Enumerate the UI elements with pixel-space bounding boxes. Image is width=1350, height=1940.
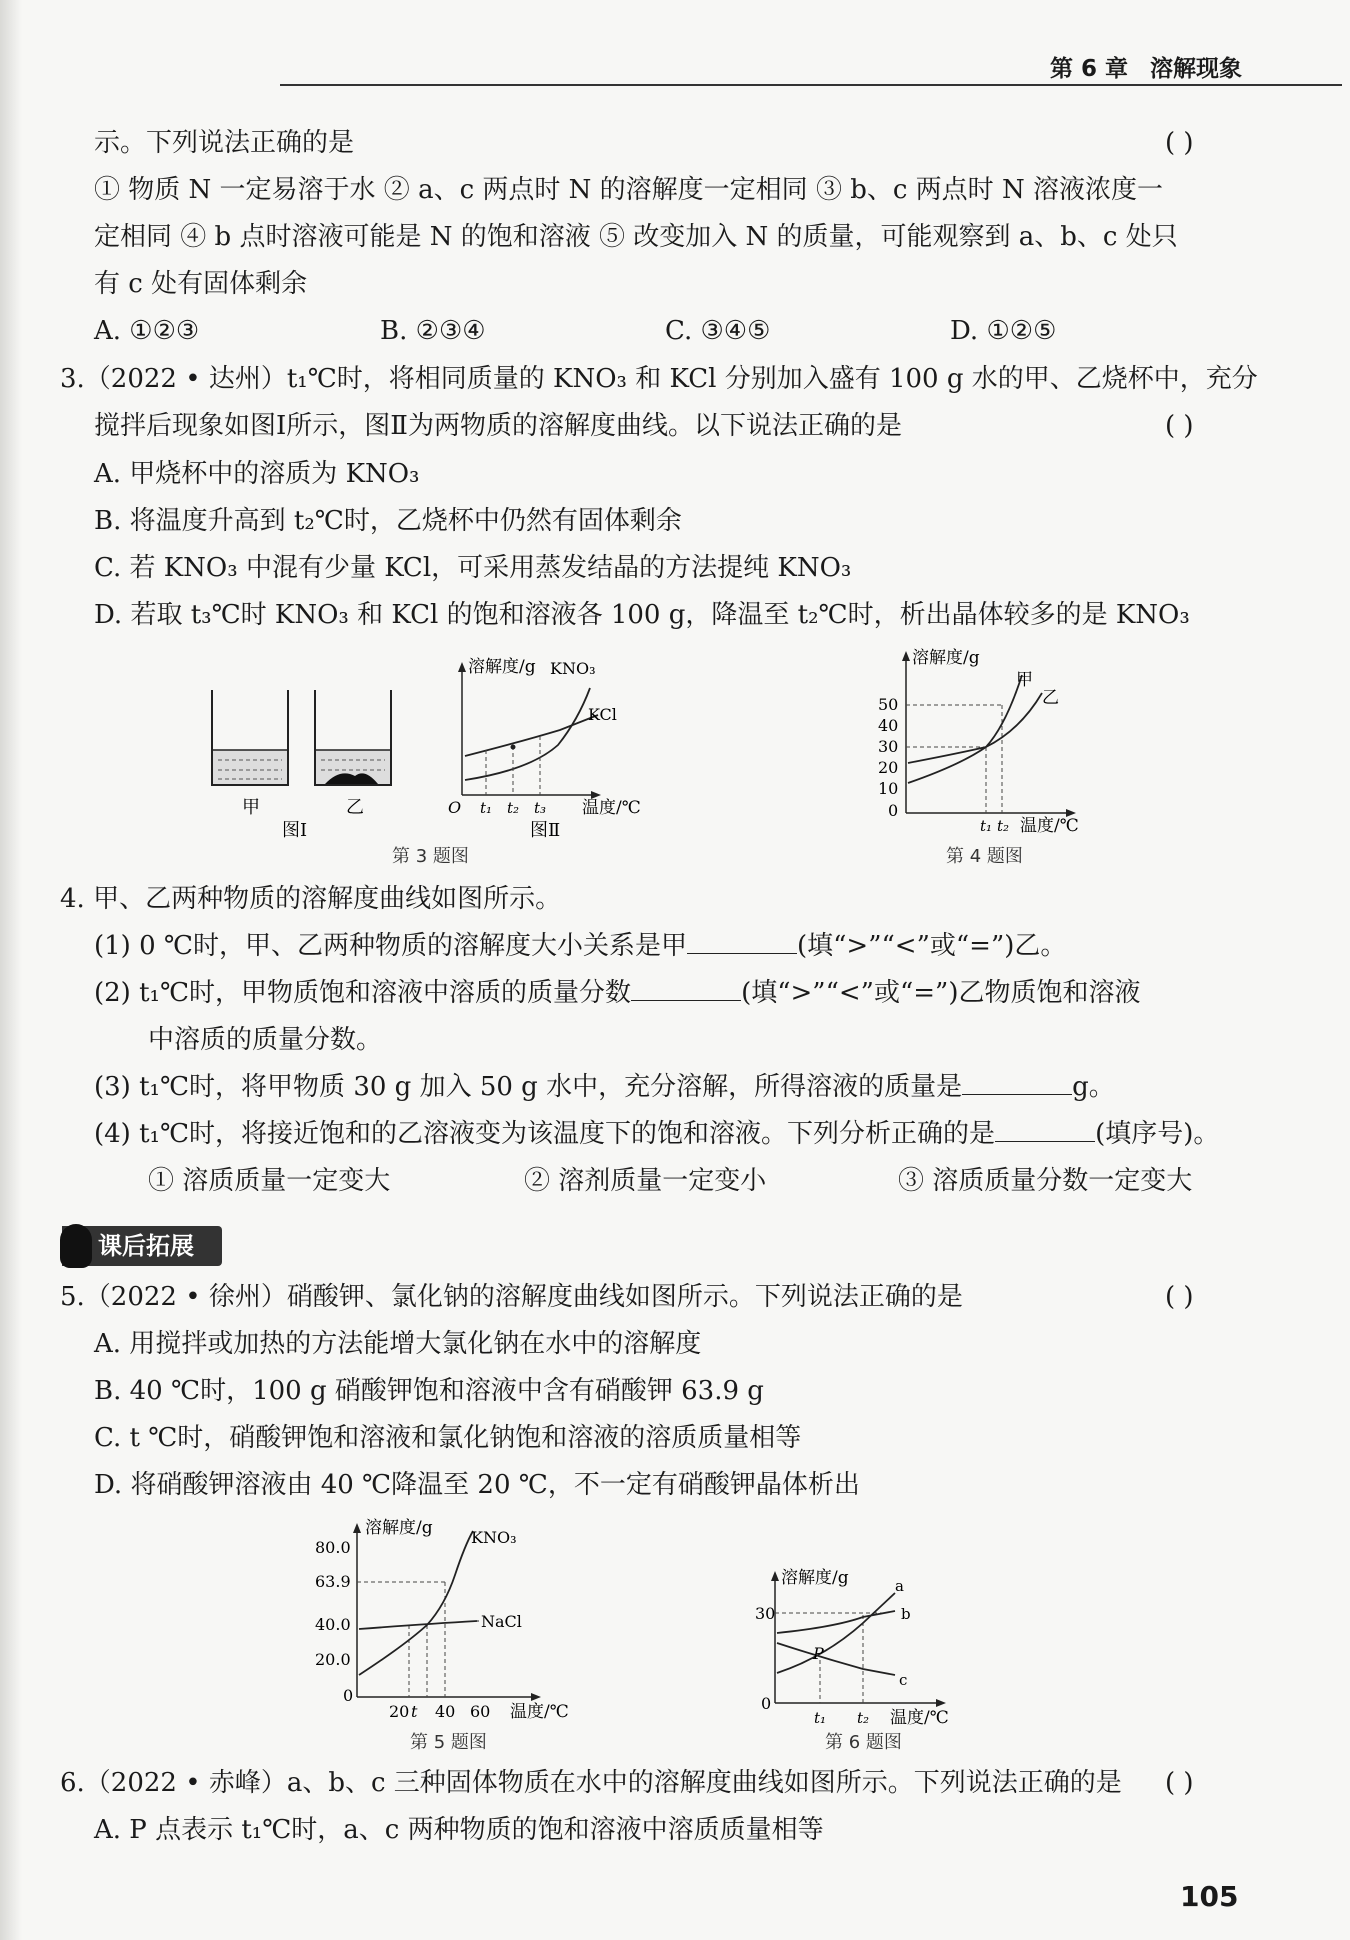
q6-answer-paren: ( ): [1165, 1768, 1194, 1798]
q5-option-d: D. 将硝酸钾溶液由 40 ℃降温至 20 ℃，不一定有硝酸钾晶体析出: [94, 1470, 860, 1500]
fig6-origin: 0: [761, 1694, 772, 1713]
q5-option-c: C. t ℃时，硝酸钾饱和溶液和氯化钠饱和溶液的溶质质量相等: [94, 1423, 802, 1453]
figure-6: [755, 1565, 1005, 1735]
q4-part2: [94, 978, 1140, 1009]
q5-option-b: B. 40 ℃时，100 g 硝酸钾饱和溶液中含有硝酸钾 63.9 g: [94, 1376, 764, 1406]
q4-part2-blank[interactable]: [631, 978, 741, 1001]
beaker-label-yi: 乙: [346, 797, 364, 818]
book-spine-shadow: [0, 0, 22, 1940]
q4-part1-text: (1) 0 ℃时，甲、乙两种物质的溶解度大小关系是甲: [94, 931, 687, 961]
beaker-label-jia: 甲: [242, 797, 260, 818]
fig2-label: 图Ⅱ: [530, 820, 561, 841]
fig4-ytick-50: 50: [878, 695, 899, 714]
fig4-ytick-30: 30: [878, 737, 899, 756]
fig4-ytick-20: 20: [878, 758, 899, 777]
fig6-label-c: c: [899, 1671, 908, 1689]
fig3-xlabel: 温度/℃: [582, 798, 641, 818]
q2-answer-paren: ( ): [1165, 128, 1194, 158]
fig6-ylabel: 溶解度/g: [781, 1568, 849, 1588]
fig4-ytick-10: 10: [878, 779, 899, 798]
q3-answer-paren: ( ): [1165, 411, 1194, 441]
jia-curve: [908, 675, 1022, 783]
fig3-legend-kcl: KCl: [588, 705, 617, 724]
q4-part2-text: (2) t₁℃时，甲物质饱和溶液中溶质的质量分数: [94, 978, 632, 1008]
q6-option-a: A. P 点表示 t₁℃时，a、c 两种物质的饱和溶液中溶质质量相等: [94, 1815, 824, 1845]
q3-option-a: A. 甲烧杯中的溶质为 KNO₃: [94, 459, 420, 489]
q2-option-c: C. ③④⑤: [665, 316, 771, 346]
fig4-ytick-0: 0: [888, 801, 899, 820]
q4-part4: [94, 1119, 1219, 1150]
fig6-ytick-30: 30: [755, 1604, 776, 1623]
q3-option-c: C. 若 KNO₃ 中混有少量 KCl，可采用蒸发结晶的方法提纯 KNO₃: [94, 553, 852, 583]
fig5-xtick-40: 40: [435, 1702, 456, 1721]
q2-line4: 有 c 处有固体剩余: [94, 269, 308, 299]
c-curve: [777, 1643, 895, 1675]
fig3-ylabel: 溶解度/g: [468, 657, 536, 677]
fig4-legend-yi: 乙: [1042, 688, 1059, 708]
beaker-jia: [212, 690, 288, 785]
q4-part4-hint: (填序号)。: [1095, 1119, 1220, 1149]
q4-stem: 4. 甲、乙两种物质的溶解度曲线如图所示。: [60, 884, 562, 914]
q4-part4-text: (4) t₁℃时，将接近饱和的乙溶液变为该温度下的饱和溶液。下列分析正确的是: [94, 1119, 996, 1149]
kno3-curve: [465, 688, 590, 780]
fig3-tick-t1: t₁: [480, 799, 493, 817]
fig3-tick-t3: t₃: [534, 799, 547, 817]
fig5-xtick-60: 60: [470, 1702, 491, 1721]
fig6-label-a: a: [895, 1577, 904, 1595]
q3-stem-line1: 3.（2022 • 达州）t₁℃时，将相同质量的 KNO₃ 和 KCl 分别加入盛有 100 g 水的甲、乙烧杯中，充分: [60, 364, 1258, 394]
chapter-number: 第 6 章: [1050, 56, 1129, 82]
figure-3: [200, 650, 680, 860]
q2-option-b: B. ②③④: [380, 316, 486, 346]
q3-stem-line2: 搅拌后现象如图Ⅰ所示，图Ⅱ为两物质的溶解度曲线。以下说法正确的是: [94, 411, 902, 441]
fig5-ytick-80: 80.0: [315, 1538, 351, 1557]
header-rule: [280, 84, 1342, 86]
figure-4: [870, 645, 1120, 845]
fig5-xtick-t: t: [411, 1702, 418, 1721]
q3-option-b: B. 将温度升高到 t₂℃时，乙烧杯中仍然有固体剩余: [94, 506, 682, 536]
fig5-ylabel: 溶解度/g: [365, 1518, 433, 1538]
fig4-ytick-40: 40: [878, 716, 899, 735]
q2-option-a: A. ①②③: [94, 316, 200, 346]
kcl-curve: [465, 715, 598, 756]
q4-part2-cont: 中溶质的质量分数。: [148, 1025, 383, 1055]
fig5-legend-kno3: KNO₃: [471, 1528, 517, 1547]
nacl-curve: [359, 1621, 477, 1629]
q4-part3: [94, 1072, 1115, 1103]
q4-part3-unit: g。: [1072, 1072, 1115, 1102]
q4-part1-hint: (填“>”“<”或“=”)乙。: [797, 931, 1067, 961]
fig3-tick-t2: t₂: [507, 799, 520, 817]
kno3-curve: [359, 1531, 473, 1675]
fig5-ytick-0: 0: [343, 1686, 354, 1705]
q4-part2-hint: (填“>”“<”或“=”)乙物质饱和溶液: [741, 978, 1141, 1008]
q4-choice-3: ③ 溶质质量分数一定变大: [898, 1166, 1193, 1196]
fig6-xtick-t2: t₂: [857, 1709, 870, 1727]
fig1-label: 图Ⅰ: [282, 820, 308, 841]
fig5-legend-nacl: NaCl: [481, 1612, 522, 1631]
fig6-xtick-t1: t₁: [814, 1709, 827, 1727]
fig6-caption: 第 6 题图: [825, 1732, 902, 1753]
fig5-caption: 第 5 题图: [410, 1732, 487, 1753]
fig3-origin: O: [448, 798, 462, 817]
fig6-xlabel: 温度/℃: [890, 1708, 949, 1728]
fig6-point-p: P: [813, 1644, 824, 1663]
chapter-title: 溶解现象: [1150, 56, 1243, 82]
fig6-label-b: b: [901, 1605, 911, 1623]
q2-option-d: D. ①②⑤: [950, 316, 1057, 346]
graph-II: [448, 657, 641, 841]
b-curve: [777, 1611, 895, 1633]
fig5-ytick-20: 20.0: [315, 1650, 351, 1669]
q2-line1: 示。下列说法正确的是: [94, 128, 355, 158]
lightbulb-icon: [60, 1224, 92, 1268]
page-number: 105: [1180, 1880, 1239, 1913]
q4-choice-2: ② 溶剂质量一定变小: [524, 1166, 767, 1196]
fig3-caption: 第 3 题图: [392, 846, 469, 867]
q5-answer-paren: ( ): [1165, 1282, 1194, 1312]
q4-choice-1: ① 溶质质量一定变大: [148, 1166, 391, 1196]
beaker-yi: [315, 690, 391, 785]
figure-5: [305, 1515, 605, 1730]
q5-stem: 5.（2022 • 徐州）硝酸钾、氯化钠的溶解度曲线如图所示。下列说法正确的是: [60, 1282, 963, 1312]
fig5-ytick-63-9: 63.9: [315, 1572, 351, 1591]
fig4-xtick-t2: t₂: [997, 817, 1010, 835]
fig5-xlabel: 温度/℃: [510, 1702, 569, 1722]
q5-option-a: A. 用搅拌或加热的方法能增大氯化钠在水中的溶解度: [94, 1329, 702, 1359]
q4-part3-blank[interactable]: [962, 1072, 1072, 1095]
fig5-xtick-20: 20: [389, 1702, 410, 1721]
fig4-xlabel: 温度/℃: [1020, 816, 1079, 836]
q3-option-d: D. 若取 t₃℃时 KNO₃ 和 KCl 的饱和溶液各 100 g，降温至 t₂℃时，析出晶体较多的是 KNO₃: [94, 600, 1190, 630]
fig3-legend-kno3: KNO₃: [550, 659, 596, 678]
q6-stem: 6.（2022 • 赤峰）a、b、c 三种固体物质在水中的溶解度曲线如图所示。下列说法正确的是: [60, 1768, 1122, 1798]
q2-line2: ① 物质 N 一定易溶于水 ② a、c 两点时 N 的溶解度一定相同 ③ b、c 两点时 N 溶液浓度一: [94, 175, 1163, 205]
yi-curve: [908, 693, 1042, 763]
q4-part4-blank[interactable]: [995, 1119, 1095, 1142]
q2-line3: 定相同 ④ b 点时溶液可能是 N 的饱和溶液 ⑤ 改变加入 N 的质量，可能观察到 a、b、c 处只: [94, 222, 1178, 252]
fig4-legend-jia: 甲: [1016, 670, 1033, 690]
q4-part1-blank[interactable]: [687, 931, 797, 954]
fig4-ylabel: 溶解度/g: [912, 648, 980, 668]
section-banner: 课后拓展: [62, 1226, 222, 1266]
fig4-xtick-t1: t₁: [980, 817, 993, 835]
fig5-ytick-40: 40.0: [315, 1615, 351, 1634]
q4-part3-text: (3) t₁℃时，将甲物质 30 g 加入 50 g 水中，充分溶解，所得溶液的质量是: [94, 1072, 963, 1102]
running-header: [1050, 50, 1264, 83]
q4-part1: [94, 931, 1066, 962]
fig4-caption: 第 4 题图: [946, 846, 1023, 867]
